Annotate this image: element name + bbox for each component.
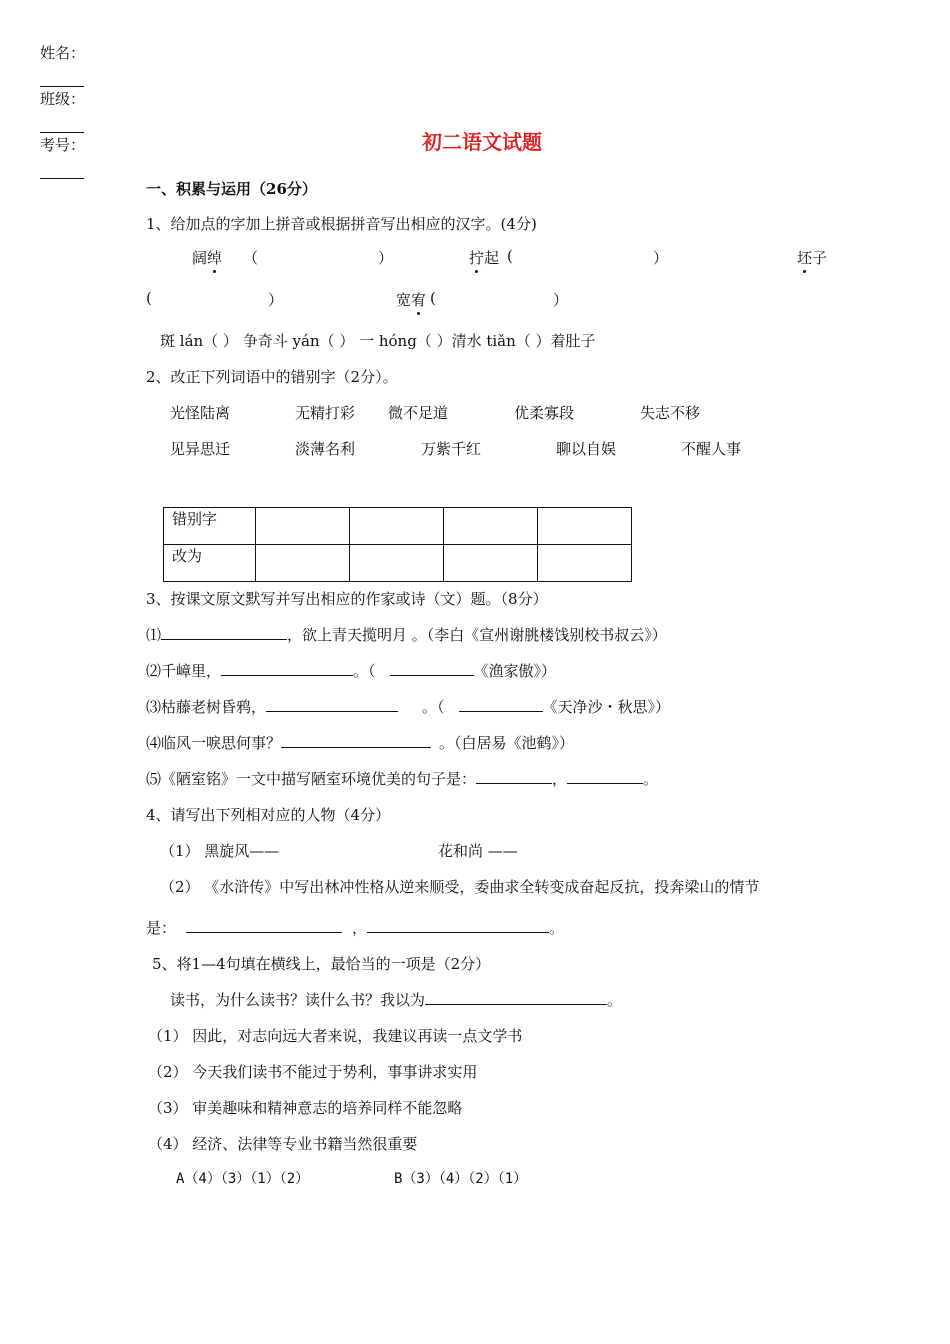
q4-answer-comma: ， <box>352 919 368 937</box>
section-heading: 一、积累与运用（26分） <box>146 180 317 198</box>
q3-line-text: 临风一唳思何事？ <box>161 734 282 752</box>
q4-blank[interactable] <box>367 918 549 933</box>
q3-line-text: 。（ <box>353 662 376 680</box>
number-label: 考号： <box>40 136 86 154</box>
table-cell[interactable] <box>444 545 538 582</box>
q3-line-5 <box>146 768 658 789</box>
q2-word: 光怪陆离 <box>170 404 231 422</box>
q2-word: 万紫千红 <box>421 440 482 458</box>
q5-stem <box>170 989 622 1010</box>
q5-stem-text: 读书，为什么读书？读什么书？我以为 <box>170 991 426 1009</box>
q2-word: 失志不移 <box>640 404 701 422</box>
q3-line-text: 。 <box>643 770 659 788</box>
q3-blank[interactable] <box>390 661 474 676</box>
q3-line-3 <box>146 696 670 717</box>
q1-blank-2-close: ） <box>653 249 669 267</box>
table-row-label: 错别字 <box>164 508 256 545</box>
q1-word-3-dotted-char: 坯 <box>797 249 813 267</box>
q3-blank[interactable] <box>266 697 398 712</box>
q1-blank-3-close: ） <box>268 291 284 309</box>
q3-line-number: ⑴ <box>146 626 162 644</box>
q3-blank[interactable] <box>476 769 552 784</box>
q3-line-text: 《天净沙・秋思》） <box>542 698 671 716</box>
q3-blank[interactable] <box>281 733 431 748</box>
q3-blank[interactable] <box>567 769 643 784</box>
q2-word: 微不足道 <box>388 404 449 422</box>
q4-blank[interactable] <box>186 918 342 933</box>
q3-line-text: 。（白居易《池鹤》） <box>439 734 575 752</box>
q1-blank-1-close: ） <box>378 249 394 267</box>
q4-item-1: （1） 黑旋风—— <box>160 842 280 860</box>
q4-item-2: （2） 《水浒传》中写出林冲性格从逆来顺受，委曲求全转变成奋起反抗，投奔梁山的情节 <box>160 878 760 896</box>
q3-blank[interactable] <box>221 661 353 676</box>
q2-word: 无精打彩 <box>295 404 356 422</box>
q1-word-4-dotted-char: 宥 <box>411 291 427 309</box>
q1-word-1 <box>192 247 222 268</box>
q4-item-1b: 花和尚 —— <box>438 842 518 860</box>
q5-prompt: 5、将1—4句填在横线上，最恰当的一项是（2分） <box>152 955 491 973</box>
q1-word-4-char: 宽 <box>396 291 412 309</box>
q1-blank-2-open: ( <box>507 247 513 265</box>
q1-blank-4-open: ( <box>430 289 436 307</box>
q3-line-1 <box>146 624 667 645</box>
q4-answer-end: 。 <box>549 919 565 937</box>
q3-line-text: 。（ <box>422 698 445 716</box>
q1-word-2-char: 起 <box>484 249 500 267</box>
q3-prompt: 3、按课文原文默写并写出相应的作家或诗（文）题。（8分） <box>146 590 548 608</box>
q2-word: 优柔寡段 <box>514 404 575 422</box>
q5-choice-a[interactable]: A（4）（3）（1）（2） <box>176 1171 310 1187</box>
q4-prompt: 4、请写出下列相对应的人物（4分） <box>146 806 391 824</box>
q5-blank[interactable] <box>425 990 607 1005</box>
q1-word-2-dotted-char: 拧 <box>469 249 485 267</box>
table-cell[interactable] <box>256 545 350 582</box>
q3-line-4 <box>146 732 574 753</box>
q1-word-3-char: 子 <box>812 249 828 267</box>
q5-option-1: （1） 因此，对志向远大者来说，我建议再读一点文学书 <box>148 1027 523 1045</box>
q3-line-2 <box>146 660 556 681</box>
table-row <box>164 508 632 545</box>
q3-line-number: ⑷ <box>146 734 162 752</box>
q5-option-2: （2） 今天我们读书不能过于势利，事事讲求实用 <box>148 1063 478 1081</box>
name-blank[interactable] <box>40 86 84 87</box>
table-cell[interactable] <box>538 545 632 582</box>
q2-word: 见异思迁 <box>170 440 231 458</box>
table-row-label: 改为 <box>164 545 256 582</box>
q3-blank[interactable] <box>161 625 287 640</box>
table-cell[interactable] <box>256 508 350 545</box>
table-row <box>164 545 632 582</box>
q1-pinyin-line: 斑 lán（ ） 争奇斗 yán（ ） 一 hóng（ ）清水 tiǎn（ ）着肚子 <box>160 332 596 350</box>
q3-line-text: 枯藤老树昏鸦， <box>161 698 267 716</box>
q3-line-text: 《渔家傲》） <box>473 662 557 680</box>
q1-prompt: 1、给加点的字加上拼音或根据拼音写出相应的汉字。(4分) <box>146 215 537 233</box>
correction-table <box>163 507 632 582</box>
q3-blank[interactable] <box>459 697 543 712</box>
table-cell[interactable] <box>350 508 444 545</box>
q3-line-text: 千嶂里， <box>161 662 222 680</box>
q5-option-3: （3） 审美趣味和精神意志的培养同样不能忽略 <box>148 1099 463 1117</box>
q3-line-text: 《陋室铭》一文中描写陋室环境优美的句子是： <box>161 770 477 788</box>
q3-line-number: ⑶ <box>146 698 162 716</box>
page-title: 初二语文试题 <box>422 130 542 154</box>
q5-choice-b[interactable]: B（3）（4）（2）（1） <box>394 1171 528 1187</box>
table-cell[interactable] <box>350 545 444 582</box>
q1-word-4 <box>396 289 426 310</box>
class-label: 班级： <box>40 90 86 108</box>
q1-word-1-dotted-char: 绰 <box>207 249 223 267</box>
class-blank[interactable] <box>40 132 84 133</box>
number-blank[interactable] <box>40 178 84 179</box>
q3-line-text: ， <box>552 770 568 788</box>
q4-item-2-answer <box>146 917 564 938</box>
q3-line-text: ，欲上青天揽明月 。（李白《宣州谢朓楼饯别校书叔云》） <box>287 626 667 644</box>
table-cell[interactable] <box>444 508 538 545</box>
q1-blank-1-open: （ <box>243 249 259 267</box>
q2-word: 不醒人事 <box>681 440 742 458</box>
table-cell[interactable] <box>538 508 632 545</box>
q4-answer-prefix: 是： <box>146 919 177 937</box>
q1-word-3 <box>797 247 827 268</box>
q1-blank-4-close: ） <box>553 291 569 309</box>
q3-line-number: ⑸ <box>146 770 162 788</box>
q2-word: 淡薄名利 <box>295 440 356 458</box>
q2-word: 聊以自娱 <box>556 440 617 458</box>
q1-word-1-char: 阔 <box>192 249 208 267</box>
q3-line-number: ⑵ <box>146 662 162 680</box>
q5-stem-end: 。 <box>607 991 623 1009</box>
q5-option-4: （4） 经济、法律等专业书籍当然很重要 <box>148 1135 418 1153</box>
q1-word-2 <box>469 247 499 268</box>
q1-blank-3-open: ( <box>146 289 152 307</box>
name-label: 姓名： <box>40 44 86 62</box>
q2-prompt: 2、改正下列词语中的错别字（2分）。 <box>146 368 398 386</box>
